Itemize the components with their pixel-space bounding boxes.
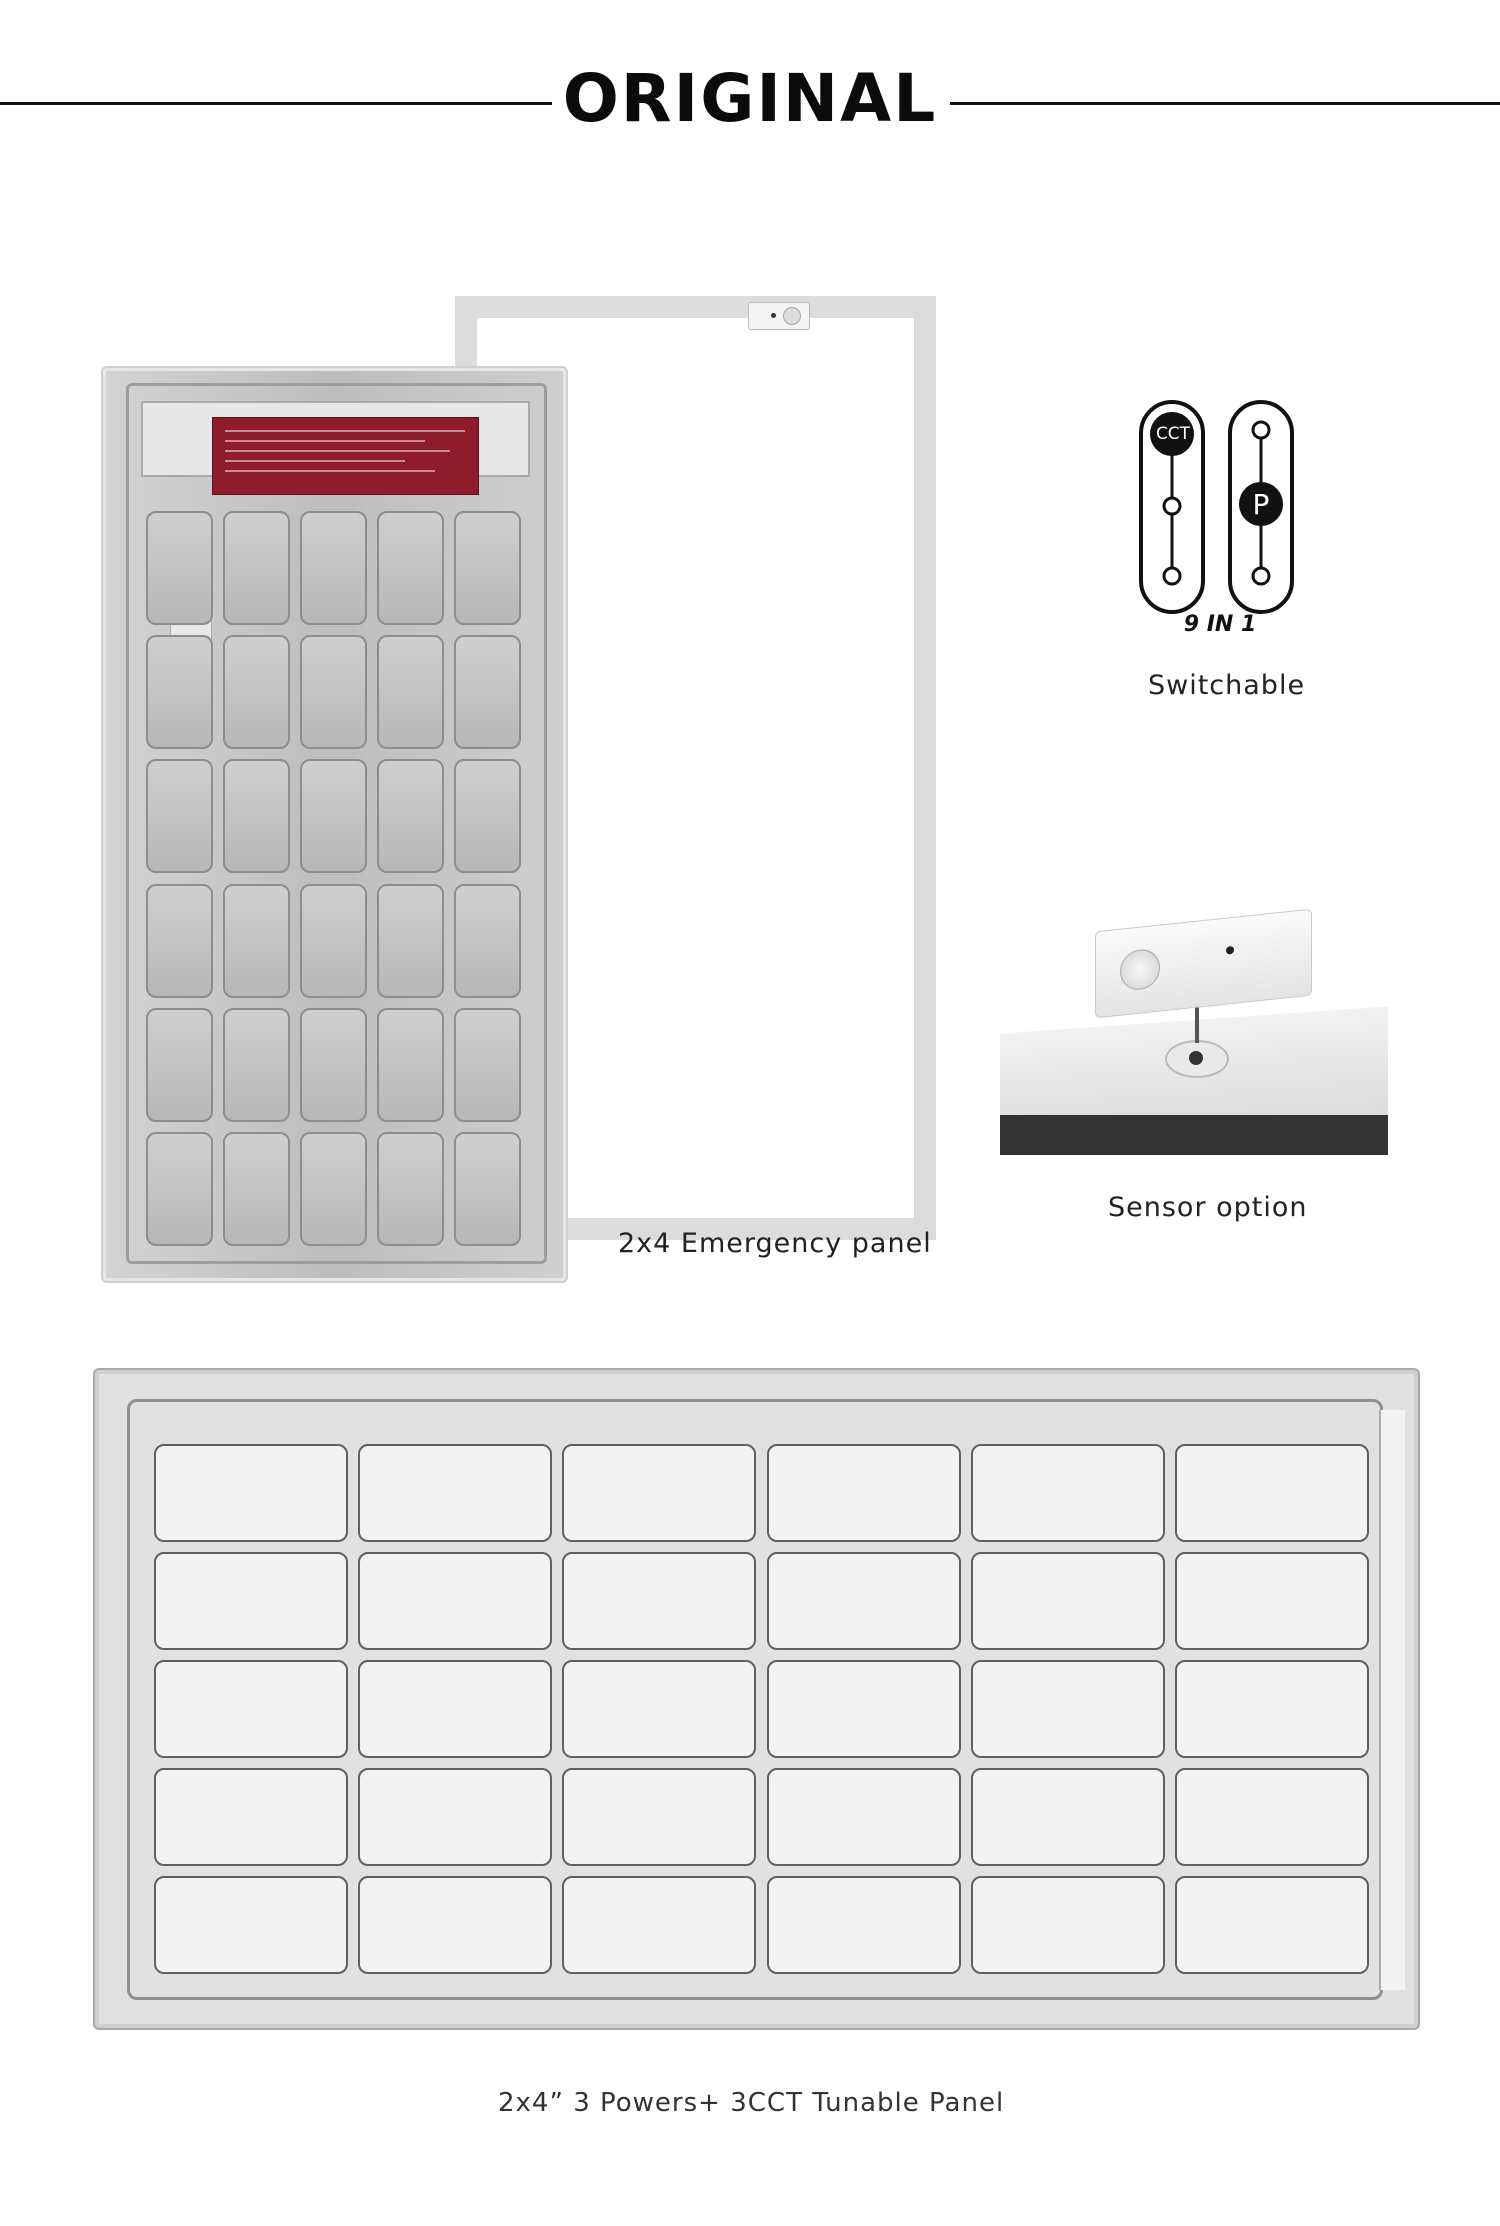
panel-rib (1175, 1876, 1369, 1974)
panel-rib (223, 511, 290, 625)
driver-strip (1379, 1410, 1405, 1990)
tunable-panel-back (95, 1370, 1418, 2028)
panel-rib (358, 1552, 552, 1650)
panel-rib (377, 884, 444, 998)
panel-rib (146, 884, 213, 998)
panel-rib (971, 1768, 1165, 1866)
emergency-panel-ribs (146, 511, 521, 1246)
panel-rib (562, 1552, 756, 1650)
panel-rib (562, 1876, 756, 1974)
panel-rib (146, 1132, 213, 1246)
panel-rib (562, 1444, 756, 1542)
panel-rib (767, 1444, 961, 1542)
panel-rib (358, 1876, 552, 1974)
panel-rib (971, 1660, 1165, 1758)
frame-sensor-module (748, 302, 810, 330)
panel-rib (454, 884, 521, 998)
panel-rib (1175, 1660, 1369, 1758)
pir-sensor-icon (1120, 948, 1160, 992)
sensor-photo (1000, 920, 1388, 1160)
panel-rib (562, 1768, 756, 1866)
panel-rib (971, 1876, 1165, 1974)
panel-rib (358, 1660, 552, 1758)
panel-rib (300, 1132, 367, 1246)
power-label: P (1252, 488, 1270, 521)
emergency-driver-label (212, 417, 479, 495)
sensor-box (1095, 909, 1312, 1019)
panel-rib (377, 1132, 444, 1246)
panel-rib (767, 1876, 961, 1974)
panel-rib (1175, 1768, 1369, 1866)
panel-rib (154, 1768, 348, 1866)
panel-rib (767, 1552, 961, 1650)
cct-label: CCT (1155, 424, 1191, 444)
panel-rib (146, 759, 213, 873)
emergency-panel-back (103, 368, 566, 1281)
panel-rib (146, 635, 213, 749)
panel-rib (154, 1660, 348, 1758)
panel-rib (971, 1444, 1165, 1542)
tunable-caption: 2x4” 3 Powers+ 3CCT Tunable Panel (498, 2088, 1005, 2118)
panel-rib (146, 1008, 213, 1122)
panel-rib (377, 635, 444, 749)
panel-rib (1175, 1552, 1369, 1650)
panel-rib (300, 635, 367, 749)
sensor-caption: Sensor option (1108, 1192, 1308, 1223)
panel-rib (971, 1552, 1165, 1650)
panel-rib (223, 635, 290, 749)
panel-rib (454, 635, 521, 749)
panel-rib (154, 1552, 348, 1650)
panel-rib (358, 1444, 552, 1542)
panel-rib (223, 759, 290, 873)
panel-rib (767, 1768, 961, 1866)
panel-rib (454, 1008, 521, 1122)
nine-in-one-label: 9 IN 1 (1183, 612, 1257, 637)
panel-rib (223, 1008, 290, 1122)
panel-rib (767, 1660, 961, 1758)
panel-rib (223, 1132, 290, 1246)
panel-rib (300, 511, 367, 625)
panel-rib (146, 511, 213, 625)
sensor-mount-hole (1165, 1040, 1229, 1078)
panel-rib (154, 1876, 348, 1974)
emergency-caption: 2x4 Emergency panel (618, 1228, 932, 1259)
panel-rib (454, 759, 521, 873)
panel-rib (300, 884, 367, 998)
switchable-caption: Switchable (1148, 670, 1306, 701)
panel-rib (223, 884, 290, 998)
panel-rib (562, 1660, 756, 1758)
page-title: ORIGINAL (562, 60, 938, 137)
panel-rib (377, 1008, 444, 1122)
panel-rib (358, 1768, 552, 1866)
header-rule-right (950, 102, 1500, 105)
panel-rib (377, 759, 444, 873)
panel-rib (300, 759, 367, 873)
tunable-panel-ribs (154, 1444, 1369, 1974)
panel-rib (454, 1132, 521, 1246)
panel-rib (300, 1008, 367, 1122)
panel-rib (1175, 1444, 1369, 1542)
panel-rib (377, 511, 444, 625)
panel-rib (454, 511, 521, 625)
panel-rib (154, 1444, 348, 1542)
